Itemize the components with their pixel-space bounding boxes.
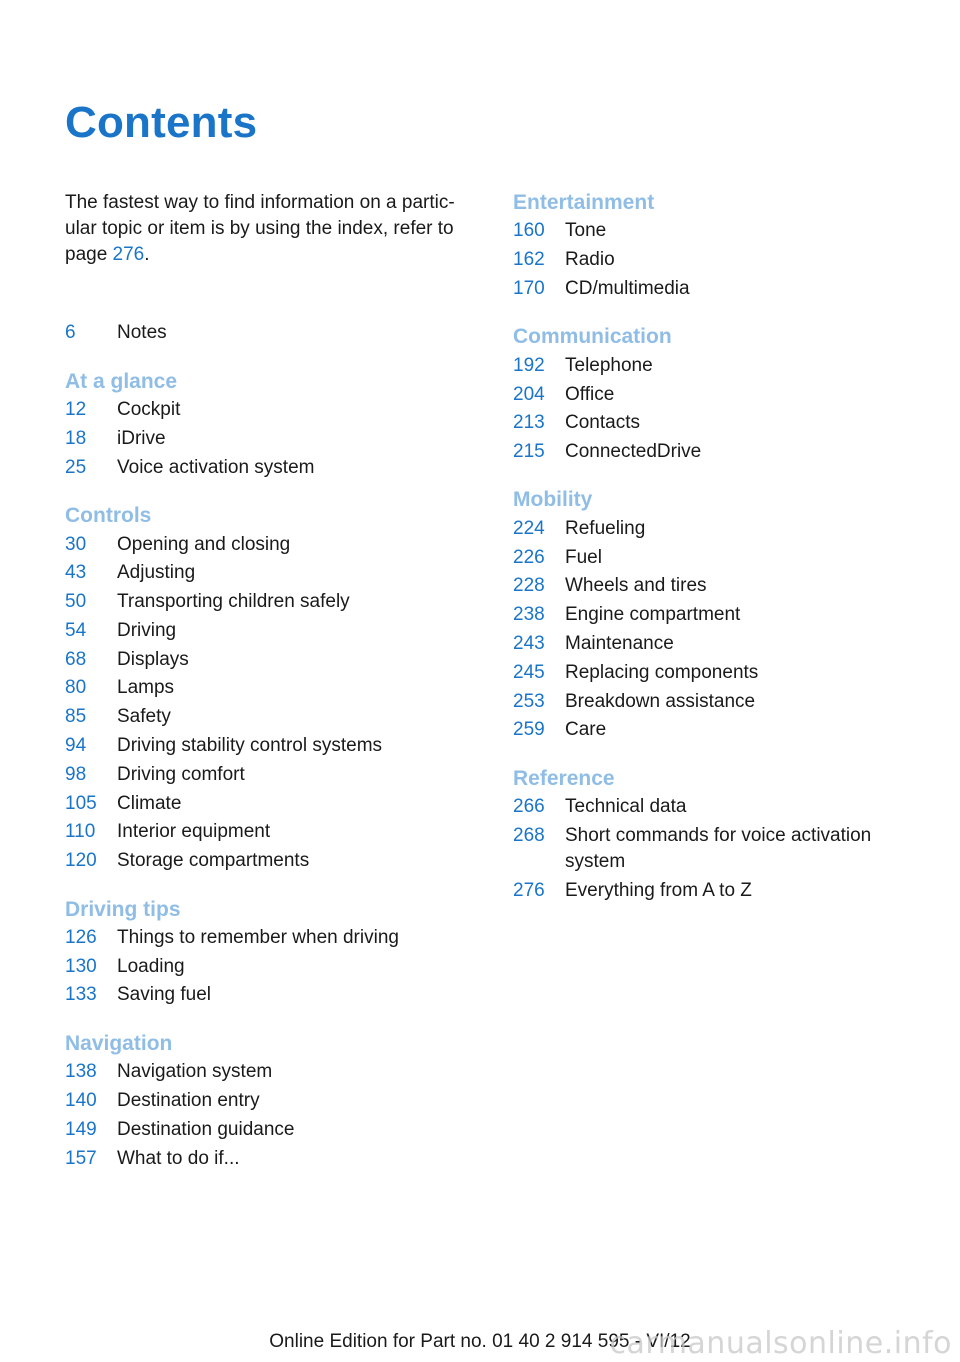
- toc-entry[interactable]: [513, 543, 913, 572]
- toc-page-number[interactable]: 43: [65, 562, 87, 584]
- toc-entry[interactable]: [513, 876, 913, 905]
- toc-entry[interactable]: [65, 530, 465, 559]
- toc-entry[interactable]: [513, 601, 913, 630]
- toc-entry-title[interactable]: Driving stability control systems: [117, 734, 383, 756]
- toc-entry[interactable]: [65, 732, 465, 761]
- toc-entry-title[interactable]: Notes: [117, 322, 167, 344]
- toc-entry[interactable]: [513, 217, 913, 246]
- toc-entry[interactable]: [65, 645, 465, 674]
- toc-entry[interactable]: [65, 703, 465, 732]
- toc-entry-title[interactable]: Everything from A to Z: [565, 879, 752, 901]
- toc-entry[interactable]: [65, 981, 465, 1010]
- toc-entry[interactable]: [65, 453, 465, 482]
- toc-entry-title[interactable]: Navigation system: [117, 1061, 273, 1083]
- toc-page-number[interactable]: 94: [65, 734, 87, 756]
- toc-entry-title[interactable]: ConnectedDrive: [565, 441, 702, 463]
- toc-entry-title[interactable]: Maintenance: [565, 632, 674, 654]
- toc-entry-title[interactable]: Office: [565, 383, 615, 405]
- toc-entry[interactable]: [65, 924, 465, 953]
- toc-entry[interactable]: [513, 409, 913, 438]
- toc-page-number[interactable]: 215: [513, 441, 545, 463]
- toc-entry[interactable]: [65, 760, 465, 789]
- toc-page-number[interactable]: 266: [513, 796, 545, 818]
- toc-entry[interactable]: [513, 630, 913, 659]
- toc-entry-title[interactable]: Replacing components: [565, 661, 759, 683]
- toc-page-number[interactable]: 120: [65, 850, 97, 872]
- toc-page-number[interactable]: 226: [513, 546, 545, 568]
- toc-entry-title[interactable]: iDrive: [117, 427, 166, 449]
- toc-page-number[interactable]: 204: [513, 383, 545, 405]
- section-heading: Mobility: [513, 488, 593, 512]
- toc-page-number[interactable]: 192: [513, 354, 545, 376]
- toc-section-at-a-glance: [65, 368, 465, 482]
- toc-entry[interactable]: [513, 572, 913, 601]
- toc-left-column: [65, 319, 465, 1193]
- toc-entry[interactable]: [65, 559, 465, 588]
- toc-entry-title[interactable]: Engine compartment: [565, 604, 741, 626]
- section-heading: Reference: [513, 766, 615, 790]
- toc-entry[interactable]: [513, 658, 913, 687]
- section-heading: Communication: [513, 325, 672, 349]
- toc-entry[interactable]: [513, 514, 913, 543]
- intro-text: The fastest way to find information on a partic-ular topic or item is by using the index, refer to page: [65, 192, 455, 265]
- toc-page-number[interactable]: 130: [65, 955, 97, 977]
- toc-entry-title[interactable]: Wheels and tires: [565, 575, 707, 597]
- toc-entry-title[interactable]: Climate: [117, 792, 182, 814]
- toc-page-number[interactable]: 18: [65, 427, 87, 449]
- toc-entry-title[interactable]: Saving fuel: [117, 984, 212, 1006]
- toc-page-number[interactable]: 6: [65, 322, 76, 344]
- toc-entry-title[interactable]: Adjusting: [117, 562, 196, 584]
- toc-entry[interactable]: [65, 1058, 465, 1087]
- toc-entry[interactable]: [65, 1144, 465, 1173]
- toc-entry[interactable]: [513, 351, 913, 380]
- index-page-link[interactable]: 276: [112, 244, 145, 265]
- section-heading: Entertainment: [513, 191, 655, 214]
- toc-entry[interactable]: [513, 716, 913, 745]
- toc-entry-title[interactable]: Refueling: [565, 517, 646, 539]
- toc-entry-title[interactable]: Voice activation system: [117, 456, 315, 478]
- toc-entry-title[interactable]: CD/multimedia: [565, 277, 690, 299]
- toc-section-entertainment: [513, 189, 913, 303]
- toc-entry[interactable]: [513, 687, 913, 716]
- toc-page-number[interactable]: 12: [65, 399, 87, 421]
- toc-entry-title[interactable]: Safety: [117, 706, 171, 728]
- toc-page-number[interactable]: 160: [513, 220, 545, 242]
- toc-entry-title[interactable]: Transporting children safely: [117, 591, 350, 613]
- toc-entry[interactable]: [513, 793, 913, 822]
- toc-entry[interactable]: [513, 380, 913, 409]
- section-heading: Controls: [65, 504, 152, 528]
- toc-entry[interactable]: [513, 246, 913, 275]
- toc-right-column: [513, 189, 913, 925]
- toc-entry[interactable]: [65, 789, 465, 818]
- toc-section-reference: [513, 765, 913, 905]
- section-heading: Driving tips: [65, 897, 181, 921]
- toc-entry-title[interactable]: Short commands for voice activation system: [565, 824, 872, 872]
- toc-section-controls: [65, 502, 465, 875]
- toc-entry-title[interactable]: Loading: [117, 955, 185, 977]
- toc-entry[interactable]: [513, 275, 913, 304]
- toc-page-number[interactable]: 80: [65, 677, 87, 699]
- intro-end: .: [144, 244, 150, 265]
- toc-page-number[interactable]: 245: [513, 661, 545, 683]
- toc-entry[interactable]: [65, 952, 465, 981]
- toc-page-number[interactable]: 54: [65, 619, 87, 641]
- toc-entry-title[interactable]: Breakdown assistance: [565, 690, 756, 712]
- toc-page-number[interactable]: 68: [65, 648, 87, 670]
- toc-page-number[interactable]: 25: [65, 456, 87, 478]
- toc-page-number[interactable]: 105: [65, 792, 97, 814]
- toc-entry[interactable]: [65, 616, 465, 645]
- toc-entry[interactable]: [65, 319, 465, 348]
- toc-entry-title[interactable]: Destination entry: [117, 1090, 260, 1112]
- toc-entry[interactable]: [65, 425, 465, 454]
- toc-entry-title[interactable]: Tone: [565, 220, 607, 242]
- toc-section-notes: [65, 319, 465, 348]
- toc-entry[interactable]: [513, 438, 913, 467]
- toc-page-number[interactable]: 126: [65, 926, 97, 948]
- toc-entry-title[interactable]: Things to remember when driving: [117, 926, 399, 948]
- toc-entry-title[interactable]: Destination guidance: [117, 1118, 295, 1140]
- toc-entry-title[interactable]: Contacts: [565, 412, 640, 434]
- toc-page-number[interactable]: 138: [65, 1061, 97, 1083]
- toc-section-mobility: [513, 486, 913, 744]
- toc-page-number[interactable]: 228: [513, 575, 545, 597]
- toc-page-number[interactable]: 253: [513, 690, 545, 712]
- section-heading: At a glance: [65, 369, 178, 393]
- toc-entry[interactable]: [65, 588, 465, 617]
- toc-entry-title[interactable]: Driving: [117, 619, 177, 641]
- toc-page-number[interactable]: 30: [65, 533, 87, 555]
- toc-page-number[interactable]: 213: [513, 412, 545, 434]
- intro-paragraph: [65, 190, 485, 268]
- toc-entry[interactable]: [513, 822, 913, 877]
- toc-entry-title[interactable]: Opening and closing: [117, 533, 291, 555]
- toc-entry-title[interactable]: Lamps: [117, 677, 175, 699]
- toc-entry[interactable]: [65, 396, 465, 425]
- toc-entry[interactable]: [65, 674, 465, 703]
- toc-entry-title[interactable]: Technical data: [565, 796, 687, 818]
- toc-entry[interactable]: [65, 1115, 465, 1144]
- toc-entry[interactable]: [65, 847, 465, 876]
- section-heading: Navigation: [65, 1031, 173, 1055]
- toc-page-number[interactable]: 98: [65, 763, 87, 785]
- toc-entry-title[interactable]: Cockpit: [117, 399, 181, 421]
- toc-entry[interactable]: [65, 1087, 465, 1116]
- toc-page-number[interactable]: 259: [513, 719, 545, 741]
- toc-entry[interactable]: [65, 818, 465, 847]
- toc-page-number[interactable]: 238: [513, 604, 545, 626]
- toc-section-driving-tips: [65, 896, 465, 1010]
- toc-page-number[interactable]: 50: [65, 591, 87, 613]
- toc-page-number[interactable]: 157: [65, 1147, 97, 1169]
- toc-page-number[interactable]: 224: [513, 517, 545, 539]
- toc-section-communication: [513, 323, 913, 466]
- toc-entry-title[interactable]: Telephone: [565, 354, 653, 376]
- toc-entry-title[interactable]: What to do if...: [117, 1147, 240, 1169]
- toc-page-number[interactable]: 268: [513, 824, 545, 846]
- toc-page-number[interactable]: 133: [65, 984, 97, 1006]
- toc-entry-title[interactable]: Storage compartments: [117, 850, 310, 872]
- toc-page-number[interactable]: 140: [65, 1090, 97, 1112]
- toc-entry-title[interactable]: Radio: [565, 249, 615, 271]
- toc-page-number[interactable]: 110: [65, 821, 96, 843]
- toc-entry-title[interactable]: Fuel: [565, 546, 602, 568]
- toc-entry-title[interactable]: Care: [565, 719, 607, 741]
- toc-page-number[interactable]: 162: [513, 249, 545, 271]
- toc-entry-title[interactable]: Driving comfort: [117, 763, 245, 785]
- footer-edition: Online Edition for Part no. 01 40 2 914 595 - VI/12: [269, 1331, 691, 1352]
- toc-entry-title[interactable]: Interior equipment: [117, 821, 271, 843]
- watermark: carmanualsonline.info: [609, 1326, 952, 1361]
- toc-entry-title[interactable]: Displays: [117, 648, 189, 670]
- page-title: Contents: [65, 98, 258, 147]
- toc-page-number[interactable]: 85: [65, 706, 87, 728]
- toc-page-number[interactable]: 149: [65, 1118, 97, 1140]
- toc-page-number[interactable]: 276: [513, 879, 545, 901]
- toc-page-number[interactable]: 243: [513, 632, 545, 654]
- toc-page-number[interactable]: 170: [513, 277, 545, 299]
- toc-section-navigation: [65, 1030, 465, 1173]
